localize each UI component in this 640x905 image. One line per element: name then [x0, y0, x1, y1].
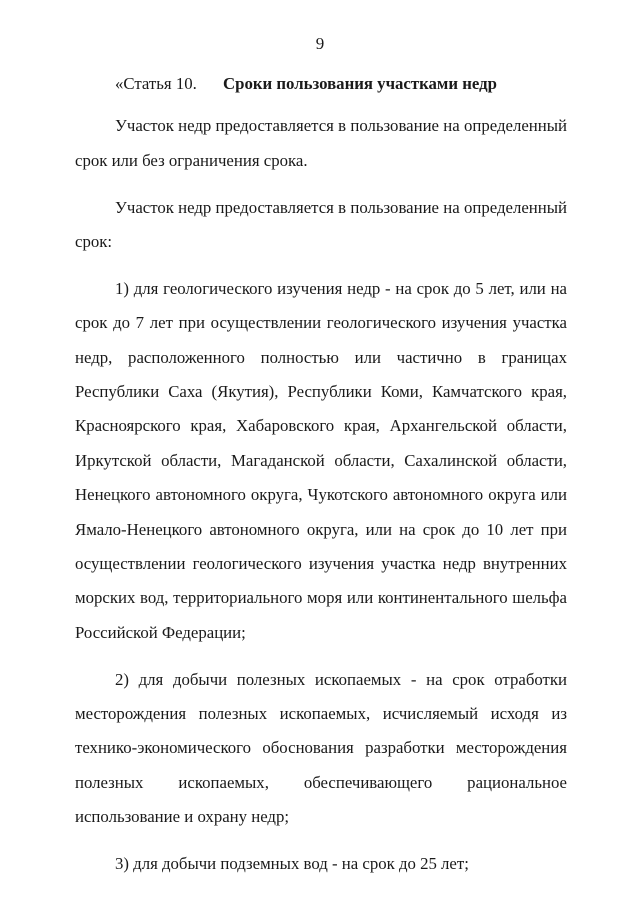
page-number: 9: [315, 34, 325, 53]
list-item-mineral-extraction: 2) для добычи полезных ископаемых - на срок отработки месторождения полезных ископаемых, исчисляемый исходя из технико-экономического обоснования разработки месторождения полезных ископаемых, обеспечивающего рациональное использование и охрану недр;: [75, 669, 567, 827]
list-item-geological-study: 1) для геологического изучения недр - на срок до 5 лет, или на срок до 7 лет при осуществлении геологического изучения участка недр, расположенного полностью или частично в границах Республики Саха (Якутия), Республики Коми, Камчатского края, Красноярского края, Хабаровского края, Архангельской области, Иркутской области, Магаданской области, Сахалинской области, Ненецкого автономного округа, Чукотского автономного округа или Ямало-Ненецкого автономного округа, или на срок до 10 лет при осуществлении геологического изучения участка недр внутренних морских вод, территориального моря или континентального шельфа Российской Федерации;: [75, 278, 567, 642]
paragraph-term-types: Участок недр предоставляется в пользование на определенный срок или без ограничения срока.: [75, 116, 567, 170]
paragraph-fixed-term-intro: Участок недр предоставляется в пользование на определенный срок:: [75, 197, 567, 252]
article-label: «Статья 10.: [115, 74, 197, 93]
document-body: [75, 67, 567, 882]
article-heading: [75, 67, 567, 101]
article-title: Сроки пользования участками недр: [223, 74, 497, 93]
list-item-groundwater-extraction: 3) для добычи подземных вод - на срок до 25 лет;: [115, 854, 469, 874]
